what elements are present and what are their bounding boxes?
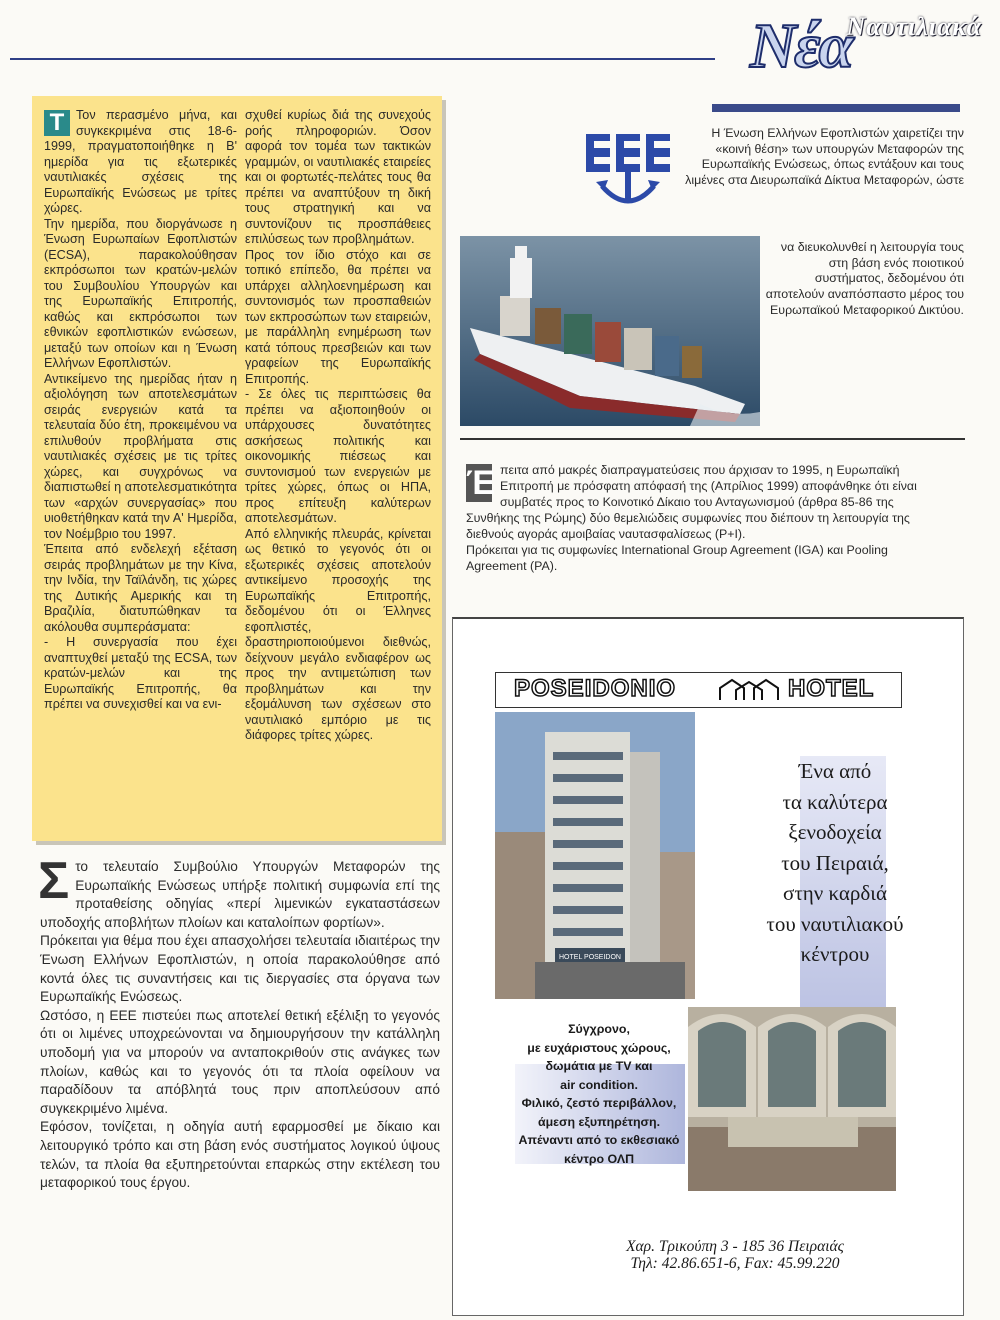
eee-accent-bar <box>712 104 960 112</box>
hotel-building-photo <box>495 712 695 999</box>
waste-p4: Εφόσον, τονίζεται, η οδηγία αυτή εφαρμοσθεί με δίκαιο και λειτουργικό τρόπο και στη βάση ενός συστήματος λογικού ύψους τελών, τα πλοία θα εξυπηρετούνται επαρκώς στην εκτέλεση του μεταφορικού τους έργου. <box>40 1119 440 1191</box>
lobby-image <box>688 1007 896 1191</box>
hotel-image <box>495 712 695 999</box>
feature-line: air condition. <box>560 1077 638 1092</box>
anchor-logo-icon <box>582 124 674 214</box>
ship-image <box>460 236 760 426</box>
article-column-a <box>44 108 237 713</box>
container-ship-photo <box>460 236 760 426</box>
col-a-p4: Έπειτα από ενδελεχή εξέταση σειράς προβλημάτων με την Κίνα, την Ινδία, την Ταϊλάνδη, τις χώρες της Δυτικής Αμερικής και τη Βραζιλία, διατυπώθηκαν τα ακόλουθα συμπεράσματα: <box>44 542 237 634</box>
slogan-line: Ένα από <box>798 759 872 783</box>
article-port-waste <box>38 852 440 1193</box>
feature-line: δωμάτια με TV και <box>545 1059 653 1073</box>
waste-p2: Πρόκειται για θέμα που έχει απασχολήσει τελευταία ιδιαιτέρως την Ένωση Ελλήνων Εφοπλιστών, η οποία παρακολούθησε από κοντά όλες τις συναντήσεις και τις διεργασίες στα όργανα των Ευρωπαϊκής Ενώσεως. <box>40 933 440 1005</box>
slogan-line: στην καρδιά <box>783 881 887 905</box>
hotel-contact <box>540 1238 930 1272</box>
waste-p1: το τελευταίο Συμβούλιο Υπουργών Μεταφορών της Ευρωπαϊκής Ενώσεως υπήρξε πολιτική συμφωνία επί της προταθείσης οδηγίας «περί λιμενικών εγκαταστάσεων υποδοχής αποβλήτων πλοίων και καταλοίπων φορτίων». <box>40 859 440 930</box>
hotel-address: Χαρ. Τρικούπη 3 - 185 36 Πειραιάς <box>626 1238 844 1255</box>
hotel-logo-banner <box>495 672 902 708</box>
hotel-slogan <box>700 756 970 970</box>
header-rule <box>10 58 715 60</box>
slogan-line: κέντρου <box>800 942 870 966</box>
feature-line: Φιλικό, ζεστό περιβάλλον, <box>521 1096 677 1110</box>
magazine-logo <box>740 8 990 81</box>
slogan-line: του ναυτιλιακού <box>766 911 904 936</box>
brand-right: HOTEL <box>788 675 875 702</box>
slogan-line: του Πειραιά, <box>781 850 889 875</box>
article-pandi <box>466 462 926 574</box>
dropcap-t: T <box>44 110 70 136</box>
hotel-sign: HOTEL POSEIDON <box>559 954 621 961</box>
hotel-lobby-photo <box>688 1007 896 1191</box>
pandi-p1: πειτα από μακρές διαπραγματεύσεις που άρχισαν το 1995, η Ευρωπαϊκή Επιτροπή με πρόσφατη απόφασή της (Απρίλιος 1999) αποφάνθηκε ότι είναι συμβατές προς το Κοινοτικό Δίκαιο του Ανταγωνισμού (άρθρα 85-86 της Συνθήκης της Ρώμης) δύο θεμελιώδεις συμφωνίες που διέπουν τη λειτουργία της διεθνούς αγοράς αμοιβαίας ναυτασφαλίσεως (P+I). <box>466 463 917 541</box>
col-a-p5: - Η συνεργασία που έχει αναπτυχθεί μεταξύ της ECSA, των κρατών-μελών και της Ευρωπαϊκής Επιτροπής, θα πρέπει να συνεχισθεί και να ενι- <box>44 635 237 711</box>
wave-house-icon <box>718 678 780 702</box>
pandi-p2: Πρόκειται για τις συμφωνίες International Group Agreement (IGA) και Pooling Agreement (PA). <box>466 543 888 573</box>
feature-line: άμεση εξυπηρέτηση. <box>537 1114 661 1129</box>
eee-logo <box>582 124 674 214</box>
waste-p3: Ωστόσο, η ΕΕΕ πιστεύει πως αποτελεί θετική εξέλιξη το γεγονός ότι οι λιμένες υποχρεώνονται να δημιουργήσουν την κατάλληλη υποδομή για να μπορούν να ανταποκριθούν στις ανάγκες των πλοίων, καθώς και το γεγονός ότι τα πλοία οφείλουν να παραδίδουν τα απόβλητά τους πριν αποπλεύσουν από συγκεκριμένο λιμένα. <box>40 1007 440 1116</box>
slogan-line: ξενοδοχεία <box>788 820 882 844</box>
dropcap-sigma: Σ <box>38 852 70 910</box>
brand-left: POSEIDONIO <box>514 675 677 702</box>
eee-text-continued: να διευκολυνθεί η λειτουργία τους στη βάση ενός ποιοτικού συστήματος, δεδομένου ότι αποτελούν αναπόσπαστο μέρος του Ευρωπαϊκού Μεταφορικού Δικτύου. <box>765 240 964 317</box>
logo-big-text: Νέα <box>750 10 852 81</box>
dropcap-e: Έ <box>466 464 496 502</box>
hotel-phones: Τηλ: 42.86.651-6, Fax: 45.99.220 <box>630 1255 840 1272</box>
feature-line: κέντρο ΟΛΠ <box>563 1151 635 1166</box>
logo-small-text: Ναυτιλιακά <box>846 12 982 41</box>
col-a-p1: Τον περασμένο μήνα, και συγκεκριμένα στις 18-6-1999, πραγματοποιήθηκε η Β' ημερίδα για τις εξωτερικές ναυτιλιακές σχέσεις της Ευρωπαϊκής Ενώσεως με τρίτες χώρες. <box>44 108 237 215</box>
col-a-p3: Αντικείμενο της ημερίδας ήταν η αξιολόγηση των αποτελεσμάτων σειράς ενεργειών κατά τα τελευταία δύο έτη, προκειμένου να επιλυθούν προβλήματα στις ναυτιλιακές σχέσεις με τις τρίτες χώρες, και συγχρόνως να διαπιστωθεί η αποτελεσματικότητα των «αρχών συνεργασίας» που υιοθετήθηκαν κατά την Α' Ημερίδα, τον Νοέμβριο του 1997. <box>44 371 237 541</box>
col-b-p4: Από ελληνικής πλευράς, κρίνεται ως θετικό το γεγονός ότι οι εξωτερικές σχέσεις αποτελούν αντικείμενο προσοχής της Ευρωπαϊκής Επιτροπής, δεδομένου ότι οι Έλληνες εφοπλιστές, δραστηριοποιούμενοι διεθνώς, δείχνουν μεγάλο ενδιαφέρον ως προς την αντιμετώπιση των προβλημάτων και την εξομάλυνση των σχέσεων στο ναυτιλιακό εμπόριο με τις διάφορες τρίτες χώρες. <box>245 526 431 742</box>
eee-text: Η Ένωση Ελλήνων Εφοπλιστών χαιρετίζει την «κοινή θέση» των υπουργών Μεταφορών της Ευρωπαϊκής Ενώσεως, όπως εντάξουν και τους λιμένες στα Διευρωπαϊκά Δίκτυα Μεταφορών, ώστε <box>685 126 964 188</box>
col-b-p2: Προς τον ίδιο στόχο και σε τοπικό επίπεδο, θα πρέπει να υπάρχει αλληλοενημέρωση και συντονισμός των προσπαθειών των εκπροσώπων των εταιρειών, με παράλληλη ενημέρωση των κατά τόπους πρεσβειών και των γραφείων της Ευρωπαϊκής Επιτροπής. <box>245 247 431 386</box>
col-b-p3: - Σε όλες τις περιπτώσεις θα πρέπει να αξιοποιηθούν οι υπάρχουσες δυνατότητες ασκήσεως πολιτικής και οικονομικής πιέσεως και συντονισμού των ενεργειών με τρίτες χώρες, όπως οι ΗΠΑ, προς επίτευξη καλύτερων αποτελεσμάτων. <box>245 387 431 525</box>
hotel-features <box>484 1020 714 1168</box>
feature-line: Σύγχρονο, <box>568 1022 630 1036</box>
article-column-b <box>245 108 431 744</box>
col-b-p1: σχυθεί κυρίως διά της συνεχούς ροής πληροφοριών. Όσον αφορά τον τομέα των τακτικών γραμμών, οι ναυτιλιακές εταιρείες και οι φορτωτές-πελάτες τους θα πρέπει να αναπτύξουν τη δική τους στρατηγική και να συντονίζουν τις προσπάθειες επιλύσεως των προβλημάτων. <box>245 108 431 246</box>
feature-line: με ευχάριστους χώρους, <box>527 1040 671 1055</box>
feature-line: Απέναντι από το εκθεσιακό <box>518 1133 680 1147</box>
section-divider <box>460 438 965 440</box>
slogan-line: τα καλύτερα <box>782 789 888 814</box>
col-a-p2: Την ημερίδα, που διοργάνωσε η Ένωση Ευρωπαίων Εφοπλιστών (ECSA), παρακολούθησαν εκπρόσωποι των κρατών-μελών του Συμβουλίου Υπουργών και της Ευρωπαϊκής Επιτροπής, καθώς και εκπρόσωποι των εθνικών εφοπλιστικών ενώσεων, μεταξύ των οποίων και η Ένωση Ελλήνων Εφοπλιστών. <box>44 216 237 370</box>
article-box-ecsa <box>32 96 442 841</box>
